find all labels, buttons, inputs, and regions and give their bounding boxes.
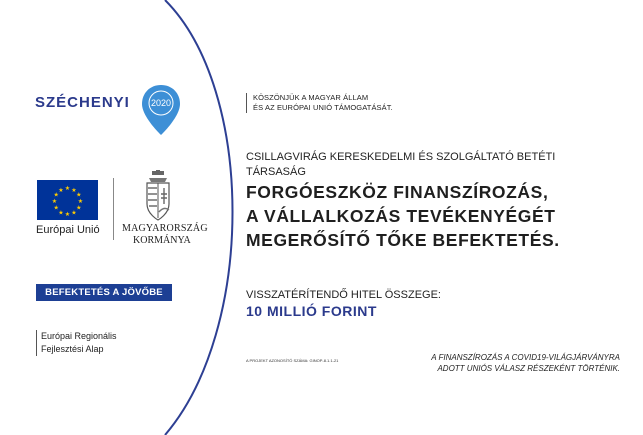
covid-line2: ADOTT UNIÓS VÁLASZ RÉSZEKÉNT TÖRTÉNIK. <box>437 364 620 373</box>
gov-label-line1: MAGYARORSZÁG <box>122 223 208 234</box>
company-line2: TÁRSASÁG <box>246 166 306 178</box>
svg-text:★: ★ <box>76 191 82 199</box>
hungarian-coat-of-arms-icon <box>143 170 173 222</box>
svg-text:★: ★ <box>76 204 82 212</box>
svg-text:★: ★ <box>58 186 64 194</box>
szechenyi-year: 2020 <box>150 98 172 108</box>
headline-line1: FORGÓESZKÖZ FINANSZÍROZÁS, <box>246 182 549 202</box>
erfa-line2: Fejlesztési Alap <box>41 344 104 354</box>
svg-text:★: ★ <box>77 198 84 205</box>
svg-text:★: ★ <box>71 186 77 194</box>
loan-amount-label: VISSZATÉRÍTENDŐ HITEL ÖSSZEGE: <box>246 289 441 301</box>
covid-line1: A FINANSZÍROZÁS A COVID19-VILÁGJÁRVÁNYRA <box>431 353 620 362</box>
erfa-line1: Európai Regionális <box>41 331 117 341</box>
gov-label-line2: KORMÁNYA <box>133 235 191 246</box>
invest-future-banner: BEFEKTETÉS A JÖVŐBE <box>36 284 172 301</box>
szechenyi-logo-text: SZÉCHENYI <box>35 94 130 111</box>
svg-text:★: ★ <box>58 209 64 217</box>
svg-text:★: ★ <box>64 211 71 218</box>
eu-label: Európai Unió <box>36 224 100 236</box>
svg-text:★: ★ <box>51 198 58 205</box>
logo-divider <box>113 178 114 240</box>
headline-line2: A VÁLLALKOZÁS TEVÉKENYÉGÉT <box>246 206 556 226</box>
headline-line3: MEGERŐSÍTŐ TŐKE BEFEKTETÉS. <box>246 230 560 250</box>
company-name <box>246 150 576 180</box>
thanks-line2: ÉS AZ EURÓPAI UNIÓ TÁMOGATÁSÁT. <box>253 103 393 112</box>
eu-flag-icon <box>37 180 98 220</box>
svg-text:★: ★ <box>53 204 59 212</box>
szechenyi-2020-pin-icon <box>140 83 182 137</box>
svg-text:★: ★ <box>53 191 59 199</box>
company-line1: CSILLAGVIRÁG KERESKEDELMI ÉS SZOLGÁLTATÓ BETÉTI <box>246 151 556 163</box>
svg-text:★: ★ <box>71 209 77 217</box>
erfa-label <box>36 330 117 356</box>
thanks-text <box>246 93 393 113</box>
loan-amount: 10 MILLIÓ FORINT <box>246 303 377 319</box>
project-headline <box>246 180 626 252</box>
project-id: A PROJEKT AZONOSÍTÓ SZÁMA: GINOP-8.1.1-21 <box>246 358 339 363</box>
thanks-line1: KÖSZÖNJÜK A MAGYAR ÁLLAM <box>253 93 369 102</box>
covid-note <box>360 352 620 374</box>
svg-text:★: ★ <box>64 185 71 192</box>
